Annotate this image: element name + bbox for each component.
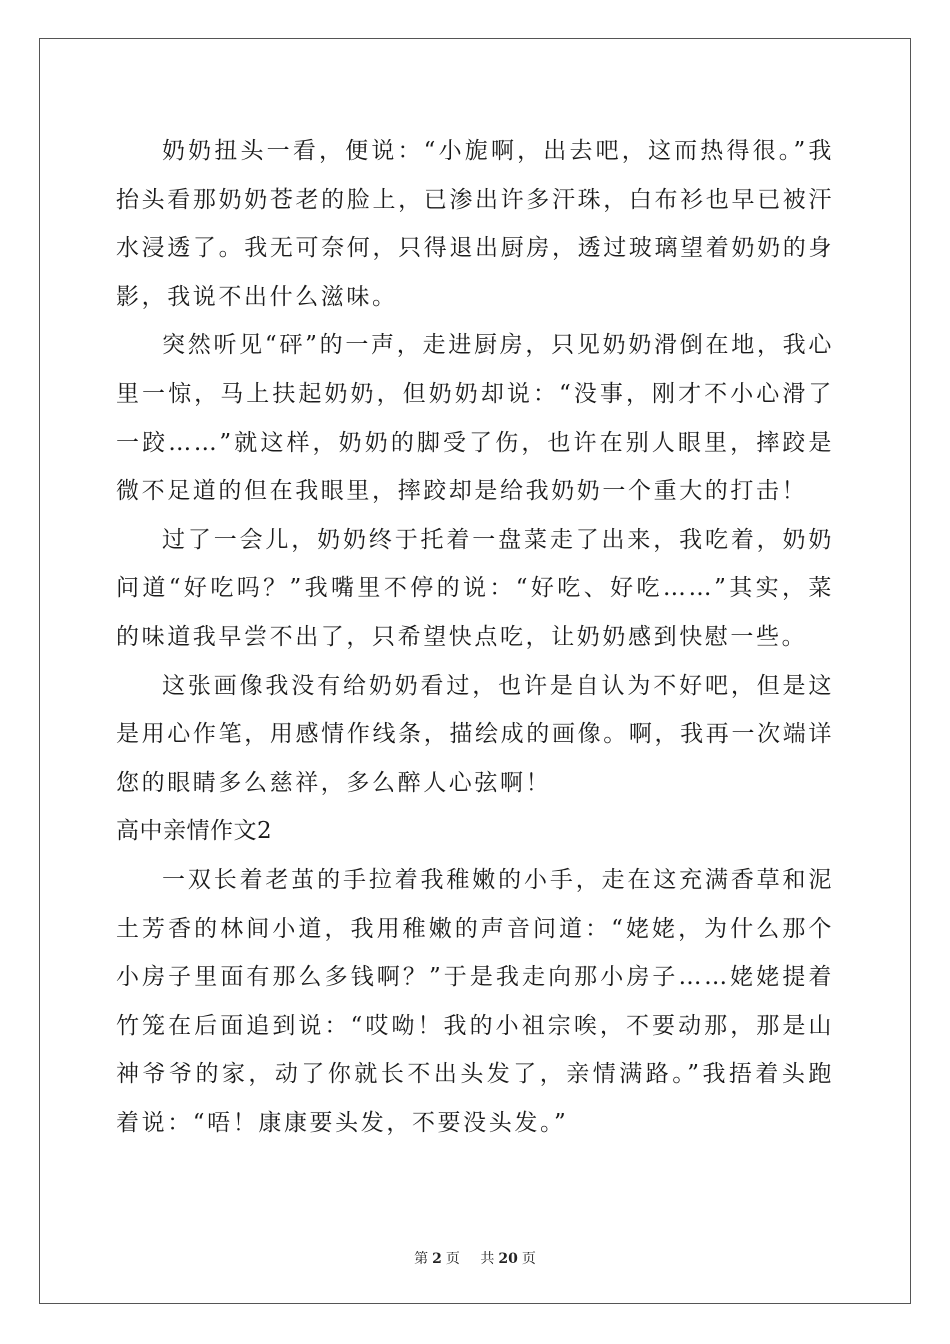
section-heading: 高中亲情作文2 [116,818,273,845]
paragraph-5: 一双长着老茧的手拉着我稚嫩的小手，走在这充满香草和泥土芳香的林间小道，我用稚嫩的声音问道：“姥姥，为什么那个小房子里面有那么多钱啊？”于是我走向那小房子……姥姥提着竹笼在后面追到说：“哎呦！我的小祖宗唉，不要动那，那是山神爷爷的家，动了你就长不出头发了，亲情满路。”我捂着头跑着说：“唔！康康要头发，不要没头发。” [116,866,834,1136]
paragraph-1: 奶奶扭头一看，便说：“小旎啊，出去吧，这而热得很。”我抬头看那奶奶苍老的脸上，已渗出许多汗珠，白布衫也早已被汗水浸透了。我无可奈何，只得退出厨房，透过玻璃望着奶奶的身影，我说不出什么滋味。 [116,138,834,310]
page-total: 共 20 页 [480,1251,536,1267]
page-footer [0,1248,950,1268]
paragraph-2: 突然听见“砰”的一声，走进厨房，只见奶奶滑倒在地，我心里一惊，马上扶起奶奶，但奶奶却说：“没事，刚才不小心滑了一跤……”就这样，奶奶的脚受了伤，也许在别人眼里，摔跤是微不足道的但在我眼里，摔跤却是给我奶奶一个重大的打击！ [116,332,834,505]
paragraph-3: 过了一会儿，奶奶终于托着一盘菜走了出来，我吃着，奶奶问道“好吃吗？”我嘴里不停的说：“好吃、好吃……”其实，菜的味道我早尝不出了，只希望快点吃，让奶奶感到快慰一些。 [116,526,834,650]
document-body [116,127,834,1147]
paragraph-4: 这张画像我没有给奶奶看过，也许是自认为不好吧，但是这是用心作笔，用感情作线条，描绘成的画像。啊，我再一次端详您的眼睛多么慈祥，多么醉人心弦啊！ [116,672,834,796]
page-number: 第 2 页 [414,1251,460,1267]
